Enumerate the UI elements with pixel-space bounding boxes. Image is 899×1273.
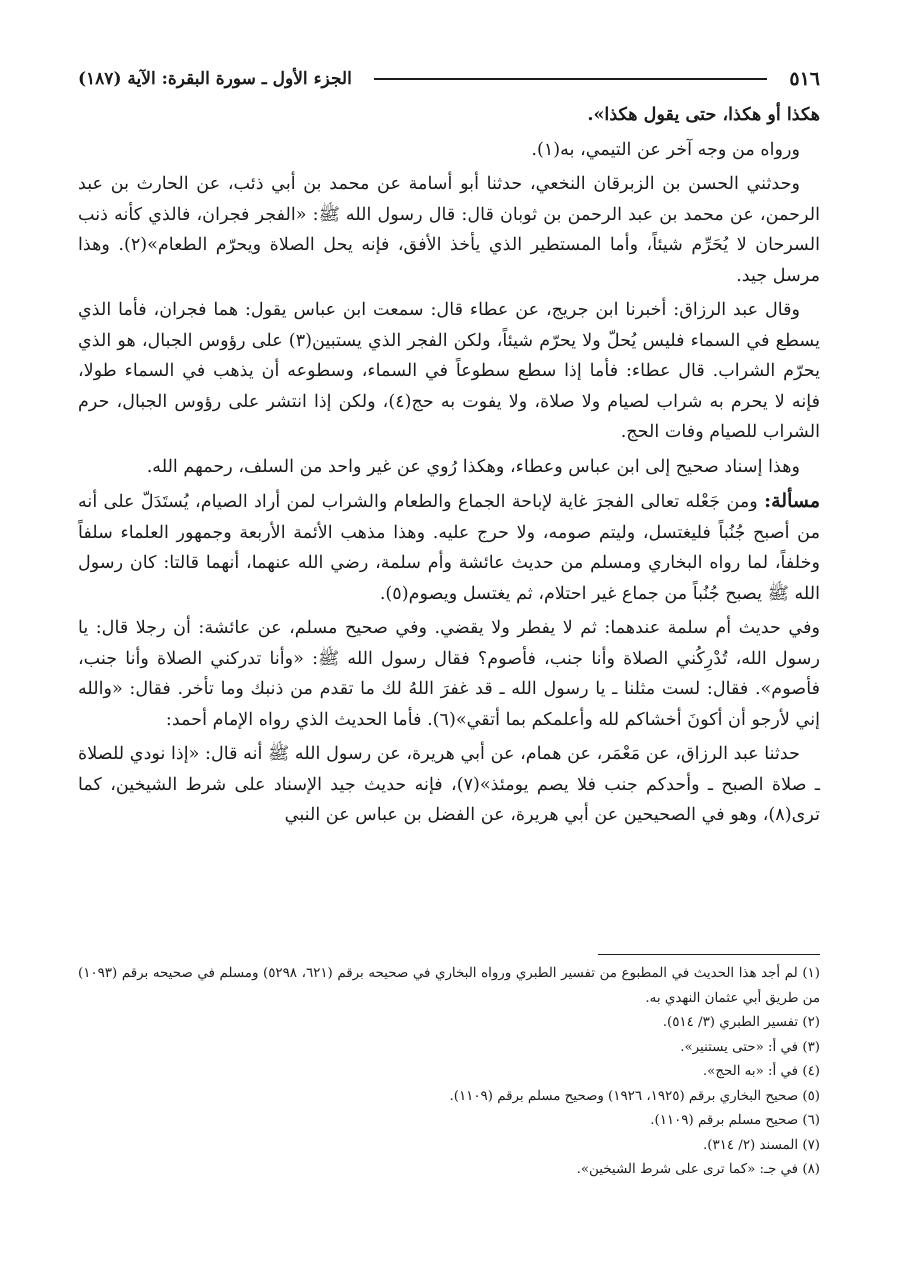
masala-label: مسألة: bbox=[764, 490, 820, 512]
footnote-8: (٨) في جـ: «كما ترى على شرط الشيخين». bbox=[576, 1162, 820, 1177]
footnote-3: (٣) في أ: «حتى يستنير». bbox=[680, 1039, 820, 1055]
paragraph-8: حدثنا عبد الرزاق، عن مَعْمَر، عن همام، عن أبي هريرة، عن رسول الله ﷺ أنه قال: «إذا نودي للصلاة ـ صلاة الصبح ـ وأحدكم جنب فلا يصم يومئذ»(٧)، فإنه حديث جيد الإسناد على شرط الشيخين، كما ترى(٨)، وهو في الصحيحين عن أبي هريرة، عن الفضل بن عباس عن النبي bbox=[78, 744, 820, 825]
paragraph-1: هكذا أو هكذا، حتى يقول هكذا». bbox=[587, 104, 820, 125]
footnote-6: (٦) صحيح مسلم برقم (١١٠٩). bbox=[650, 1113, 820, 1128]
header-rule bbox=[374, 78, 768, 80]
footnote-4: (٤) في أ: «به الحج». bbox=[702, 1064, 820, 1079]
footnotes bbox=[78, 962, 820, 1183]
masala-text: ومن جَعْله تعالى الفجرَ غاية لإباحة الجماع والطعام والشراب لمن أراد الصيام، يُستَدَلّ على أنه من أصبح جُنُباً فليغتسل، وليتم صومه، ولا حرج عليه. وهذا مذهب الأئمة الأربعة وجمهور العلماء سلفاً وخلفاً، لما رواه البخاري ومسلم من حديث عائشة وأم سلمة، رضي الله عنهما، أنهما قالتا: كان رسول الله ﷺ يصبح جُنُباً من جماع غير احتلام، ثم يغتسل ويصوم(٥). bbox=[78, 492, 820, 604]
paragraph-masala bbox=[78, 486, 820, 609]
footnote-7: (٧) المسند (٢/ ٣١٤). bbox=[702, 1137, 820, 1153]
running-title: الجزء الأول ـ سورة البقرة: الآية (١٨٧) bbox=[78, 69, 352, 89]
footnote-1: (١) لم أجد هذا الحديث في المطبوع من تفسير الطبري ورواه البخاري في صحيحه برقم (٦٢١، ٥٢٩٨) ومسلم في صحيحه برقم (١٠٩٣) من طريق أبي عثمان النهدي به. bbox=[78, 966, 820, 1006]
page-number: ٥١٦ bbox=[789, 68, 820, 90]
paragraph-4: وقال عبد الرزاق: أخبرنا ابن جريج، عن عطاء قال: سمعت ابن عباس يقول: هما فجران، فأما الذي يسطع في السماء فليس يُحلّ ولا يحرّم شيئاً، ولكن الفجر الذي يستبين(٣) على رؤوس الجبال، هو الذي يحرّم الشراب. قال عطاء: فأما إذا سطع سطوعاً في السماء، وسطوعه أن يذهب في السماء طولا، فإنه لا يحرم به شراب لصيام ولا صلاة، ولا يفوت به حج(٤)، ولكن إذا انتشر على رؤوس الجبال، حرم الشراب للصيام وفات الحج. bbox=[78, 300, 821, 442]
footnote-separator bbox=[598, 954, 820, 955]
paragraph-7: وفي حديث أم سلمة عندهما: ثم لا يفطر ولا يقضي. وفي صحيح مسلم، عن عائشة: أن رجلا قال: يا رسول الله، تُدْرِكُني الصلاة وأنا جنب، فأصوم؟ فقال رسول الله ﷺ: «وأنا تدركني الصلاة وأنا جنب، فأصوم». فقال: لست مثلنا ـ يا رسول الله ـ قد غفرَ اللهُ لك ما تقدم من ذنبك وما تأخر. فقال: «والله إني لأرجو أن أكونَ أخشاكم لله وأعلمكم بما أتقي»(٦). فأما الحديث الذي رواه الإمام أحمد: bbox=[78, 618, 820, 730]
page-header bbox=[78, 62, 820, 96]
paragraph-3: وحدثني الحسن بن الزبرقان النخعي، حدثنا أبو أسامة عن محمد بن أبي ذئب، عن الحارث بن عبد الرحمن، عن محمد بن عبد الرحمن بن ثوبان قال: قال رسول الله ﷺ: «الفجر فجران، فالذي كأنه ذنب السرحان لا يُحَرِّم شيئاً، وأما المستطير الذي يأخذ الأفق، فإنه يحل الصلاة ويحرّم الطعام»(٢). وهذا مرسل جيد. bbox=[78, 174, 821, 286]
paragraph-5: وهذا إسناد صحيح إلى ابن عباس وعطاء، وهكذا رُوي عن غير واحد من السلف، رحمهم الله. bbox=[146, 456, 800, 477]
main-text bbox=[78, 100, 820, 835]
footnote-5: (٥) صحيح البخاري برقم (١٩٢٥، ١٩٢٦) وصحيح مسلم برقم (١١٠٩). bbox=[449, 1088, 820, 1104]
paragraph-2: ورواه من وجه آخر عن التيمي، به(١). bbox=[531, 139, 800, 160]
footnote-2: (٢) تفسير الطبري (٣/ ٥١٤). bbox=[662, 1015, 820, 1030]
